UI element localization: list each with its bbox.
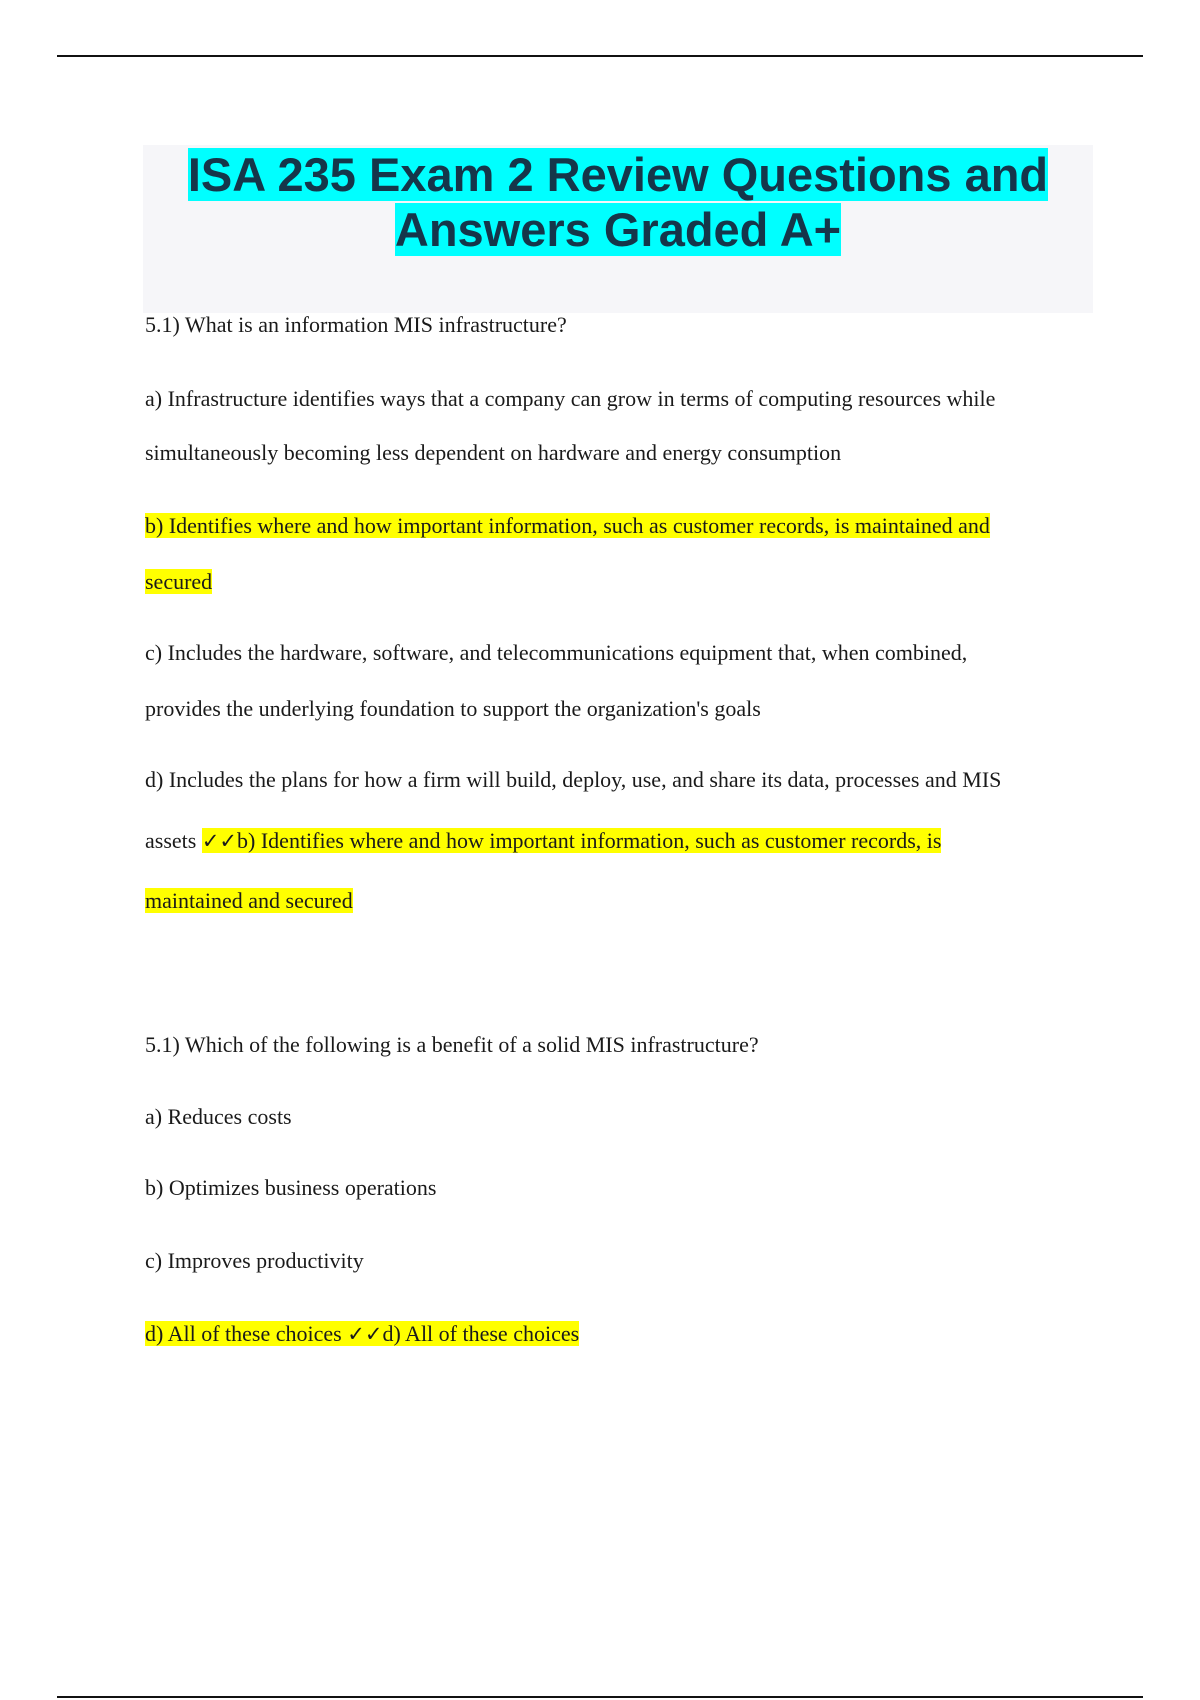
title-line-1: ISA 235 Exam 2 Review Questions and xyxy=(187,148,1049,201)
q1-option-b-line-1 xyxy=(145,511,990,541)
q1-answer-row-2 xyxy=(145,886,353,916)
question-2: 5.1) Which of the following is a benefit of a solid MIS infrastructure? xyxy=(145,1032,759,1057)
q1-answer-line-2: maintained and secured xyxy=(145,888,353,913)
q1-option-a-line-2: simultaneously becoming less dependent on hardware and energy consumption xyxy=(145,440,842,465)
q2-option-c: c) Improves productivity xyxy=(145,1248,364,1273)
title-line-2: Answers Graded A+ xyxy=(394,203,842,256)
check-marks-icon: ✓✓ xyxy=(347,1322,383,1346)
q1-option-b-line-2 xyxy=(145,567,212,597)
q1-option-b-highlight-2: secured xyxy=(145,569,213,594)
q1-option-c-line-1: c) Includes the hardware, software, and telecommunications equipment that, when combined, xyxy=(145,640,968,665)
q2-option-b: b) Optimizes business operations xyxy=(145,1175,437,1200)
q2-option-a: a) Reduces costs xyxy=(145,1104,292,1129)
q1-option-b-highlight-1: b) Identifies where and how important information, such as customer records, is maintained and xyxy=(145,513,990,538)
q1-option-d-line-1: d) Includes the plans for how a firm will build, deploy, use, and share its data, processes and MIS xyxy=(145,767,1002,792)
footer-rule xyxy=(57,1696,1143,1698)
q2-answer-highlight xyxy=(145,1321,579,1346)
q1-option-c-line-2: provides the underlying foundation to support the organization's goals xyxy=(145,696,761,721)
check-marks-icon: ✓✓ xyxy=(201,829,238,853)
title-banner xyxy=(143,145,1093,313)
q1-option-d-line-2 xyxy=(145,826,941,856)
q1-option-d-tail: assets xyxy=(145,828,202,853)
q2-option-d-text: d) All of these choices xyxy=(145,1321,348,1346)
q2-option-d xyxy=(145,1319,579,1349)
q1-option-a-line-1: a) Infrastructure identifies ways that a company can grow in terms of computing resources while xyxy=(145,386,996,411)
document-title xyxy=(143,145,1093,257)
header-rule xyxy=(57,55,1143,57)
q1-answer-line-1: b) Identifies where and how important information, such as customer records, is xyxy=(237,828,942,853)
question-1: 5.1) What is an information MIS infrastructure? xyxy=(145,312,567,337)
q2-answer: d) All of these choices xyxy=(382,1321,580,1346)
q1-answer-highlight-1 xyxy=(202,828,942,853)
